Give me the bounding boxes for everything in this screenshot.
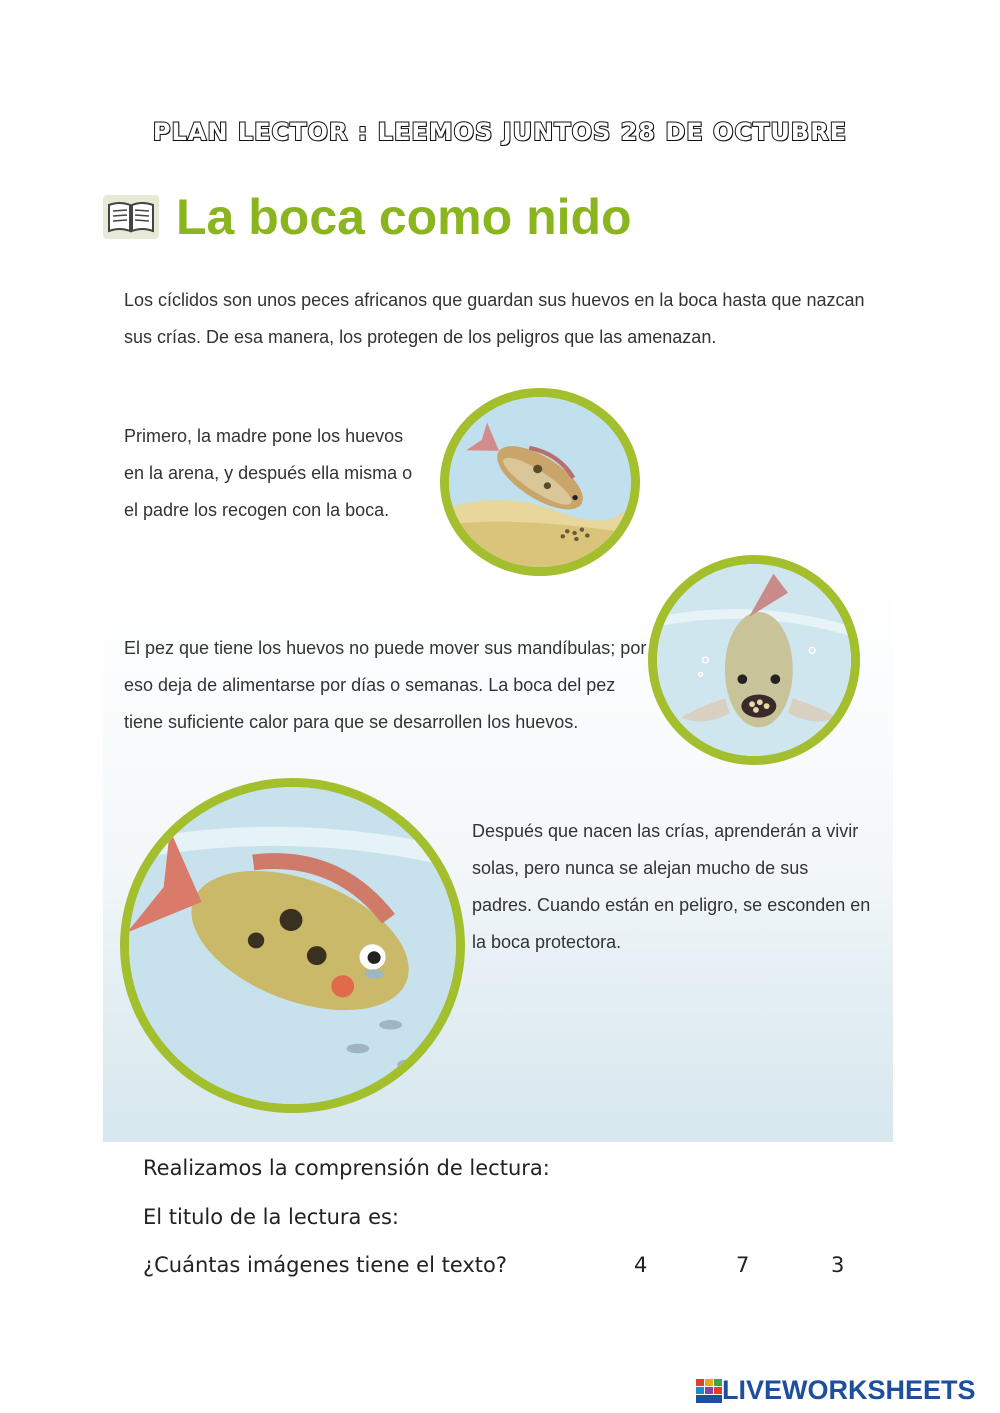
comprehension-intro: Realizamos la comprensión de lectura: (143, 1156, 550, 1180)
answer-option-7[interactable]: 7 (736, 1253, 750, 1277)
paragraph-young-fish: Después que nacen las crías, aprenderán a vivir solas, pero nunca se alejan mucho de sus padres. Cuando están en peligro, se esconden en la boca protectora. (472, 821, 871, 952)
liveworksheets-logo-icon (695, 1378, 723, 1404)
open-book-icon (103, 195, 159, 239)
fish-front-mouth-illustration (648, 555, 860, 765)
answer-option-3[interactable]: 3 (831, 1253, 845, 1277)
answer-option-4[interactable]: 4 (634, 1253, 648, 1277)
paragraph-mouth-warmth: El pez que tiene los huevos no puede mover sus mandíbulas; por eso deja de alimentarse por días o semanas. La boca del pez tiene suficiente calor para que se desarrollen los huevos. (124, 638, 647, 732)
liveworksheets-brand[interactable]: LIVEWORKSHEETS (722, 1375, 976, 1405)
worksheet-header: PLAN LECTOR : LEEMOS JUNTOS 28 DE OCTUBRE (152, 118, 848, 146)
title-question: El titulo de la lectura es: (143, 1205, 400, 1229)
fish-picking-eggs-illustration (440, 388, 640, 576)
paragraph-eggs-in-sand: Primero, la madre pone los huevos en la arena, y después ella misma o el padre los recogen con la boca. (124, 426, 413, 520)
image-count-question: ¿Cuántas imágenes tiene el texto? (143, 1253, 508, 1277)
fish-with-young-illustration (120, 778, 465, 1113)
lesson-title: La boca como nido (176, 189, 632, 245)
intro-paragraph: Los cíclidos son unos peces africanos que guardan sus huevos en la boca hasta que nazcan sus crías. De esa manera, los protegen de los peligros que las amenazan. (124, 290, 865, 347)
